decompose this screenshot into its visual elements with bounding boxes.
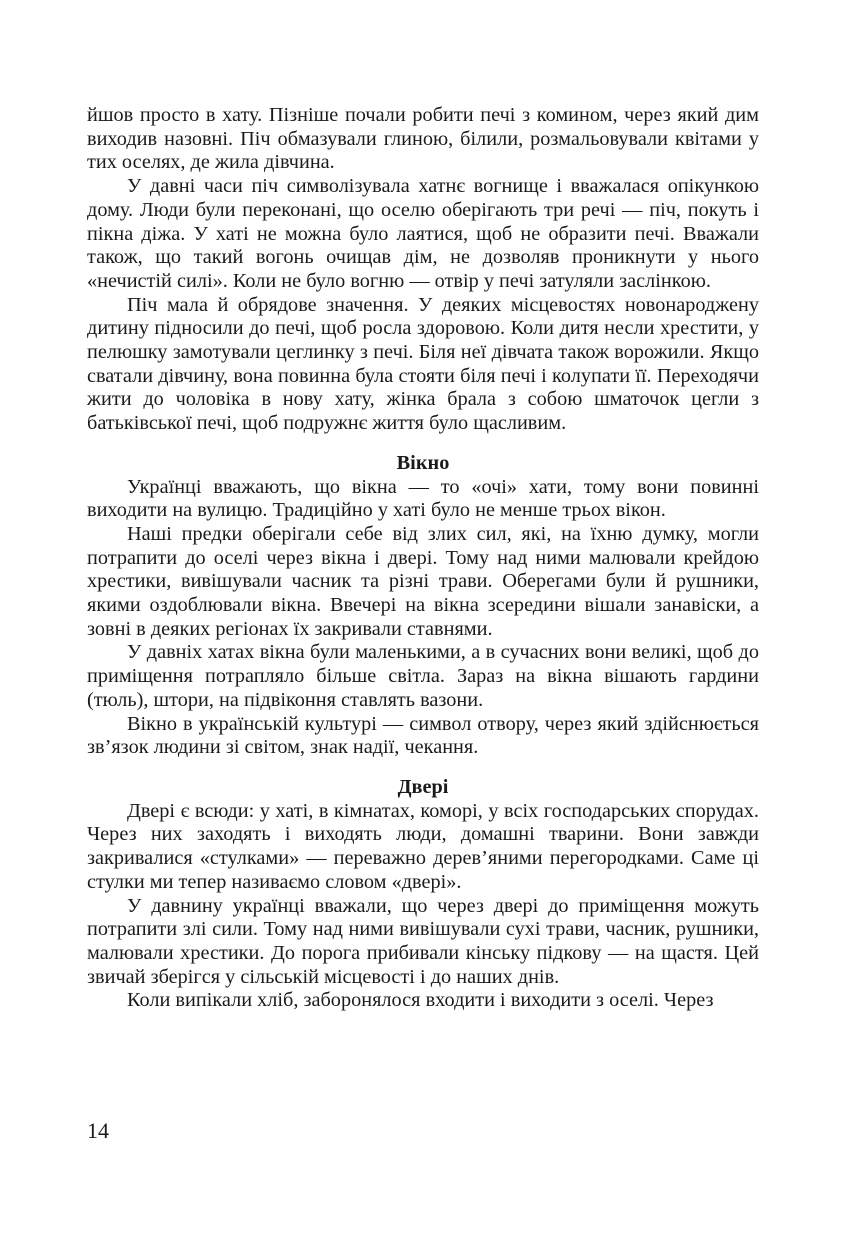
section-title-window: Вікно	[396, 451, 450, 474]
paragraph-stove-symbol: У давні часи піч символізувала хатнє вогнище і вважалася опікункою дому. Люди були переконані, що оселю оберігають три речі — піч, покуть і пікна діжа. У хаті не можна було лаятися, щоб не образити печі. Вважали також, що такий вогонь очищав дім, не дозволяв проникнути у нього «нечистій силі». Коли не було вогню — отвір у печі затуляли заслінкою.	[87, 175, 759, 292]
paragraph-window-2: Наші предки оберігали себе від злих сил, які, на їхню думку, могли потрапити до оселі через вікна і двері. Тому над ними малювали крейдою хрестики, вивішували часник та різні трави. Оберегами були й рушники, якими оздоблювали вікна. Ввечері на вікна зсередини вішали занавіски, а зовні в деяких регіонах їх закривали ставнями.	[87, 522, 759, 640]
paragraph-window-1: Українці вважають, що вікна — то «очі» хати, тому вони повинні виходити на вулицю. Традиційно у хаті було не менше трьох вікон.	[87, 475, 759, 522]
paragraph-door-1: Двері є всюди: у хаті, в кімнатах, коморі, у всіх господарських спорудах. Через них заходять і виходять люди, домашні тварини. Вони завжди закривалися «стулками» — переважно дерев’яними перегородками. Саме ці стулки ми тепер називаємо словом «двері».	[87, 799, 759, 893]
page-body	[87, 104, 759, 1013]
paragraph-door-2: У давнину українці вважали, що через двері до приміщення можуть потрапити злі сили. Тому над ними вивішували сухі трави, часник, рушники, малювали хрестики. До порога прибивали кінську підкову — на щастя. Цей звичай зберігся у сільській місцевості і до наших днів.	[87, 894, 759, 988]
section-title-door: Двері	[397, 775, 449, 798]
paragraph-door-3: Коли випікали хліб, заборонялося входити і виходити з оселі. Через	[127, 989, 714, 1012]
paragraph-continued: йшов просто в хату. Пізніше почали робити печі з комином, через який дим виходив назовні. Піч обмазували глиною, білили, розмальовували квітами у тих оселях, де жила дівчина.	[87, 104, 759, 174]
paragraph-window-3: У давніх хатах вікна були маленькими, а в сучасних вони великі, щоб до приміщення потрапляло більше світла. Зараз на вікна вішають гардини (тюль), штори, на підвіконня ставлять вазони.	[87, 641, 759, 711]
paragraph-window-4: Вікно в українській культурі — символ отвору, через який здійснюється зв’язок людини зі світом, знак надії, чекання.	[87, 712, 759, 759]
page-number: 14	[87, 1118, 109, 1143]
paragraph-stove-ritual: Піч мала й обрядове значення. У деяких місцевостях новонароджену дитину підносили до печі, щоб росла здоровою. Коли дитя несли хрестити, у пелюшку замотували цеглинку з печі. Біля неї дівчата також ворожили. Якщо сватали дівчину, вона повинна була стояти біля печі і колупати її. Переходячи жити до чоловіка в нову хату, жінка брала з собою шматочок цегли з батьківської печі, щоб подружнє життя було щасливим.	[87, 293, 759, 435]
